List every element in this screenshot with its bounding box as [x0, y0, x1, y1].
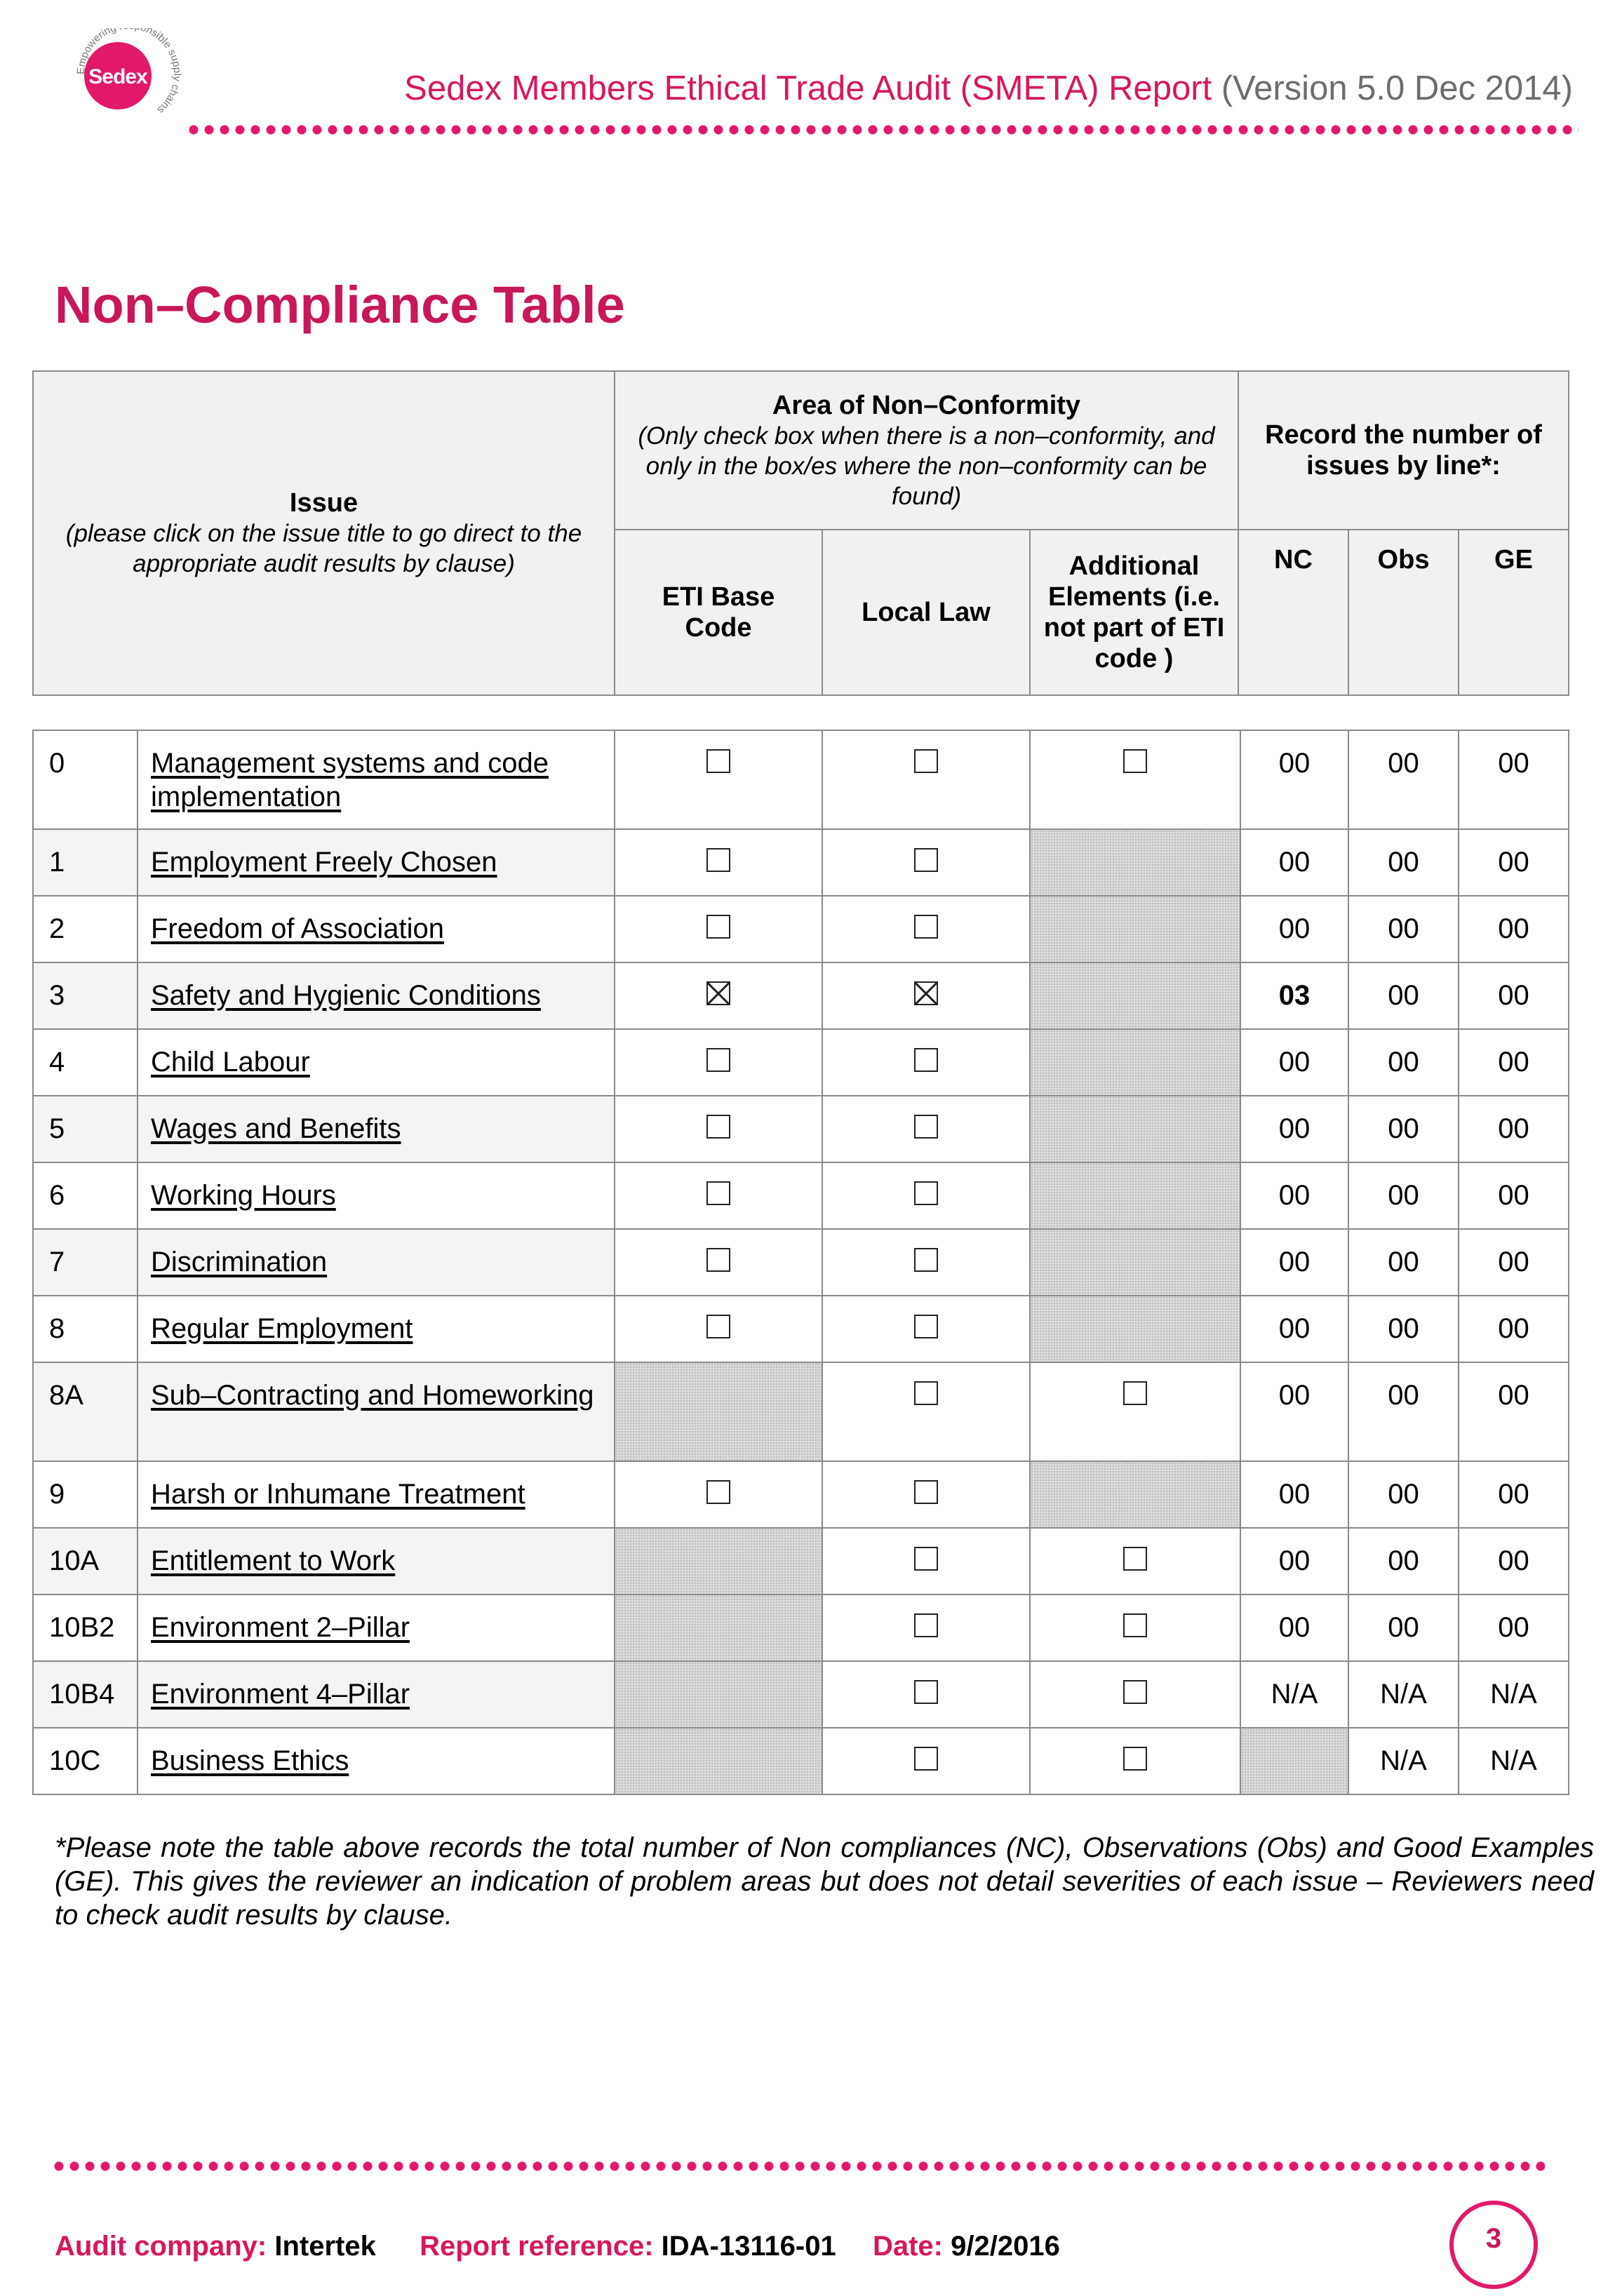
- add-not-applicable-cell: [1030, 1296, 1240, 1362]
- obs-count: N/A: [1348, 1661, 1459, 1728]
- checked-box[interactable]: [706, 981, 730, 1005]
- checkbox[interactable]: [706, 749, 730, 773]
- issue-cell: [138, 1528, 615, 1595]
- table-footnote: *Please note the table above records the total number of Non compliances (NC), Observations (Obs) and Good Examples (GE). This gives the reviewer an indication of problem areas but does not detail severities of each issue – Reviewers need to check audit results by clause.: [55, 1832, 1594, 1931]
- obs-header: Obs: [1348, 530, 1459, 695]
- additional-elements-header: Additional Elements (i.e. not part of ETI code ): [1030, 530, 1238, 695]
- table-row: [33, 1296, 1569, 1362]
- local-law-header: Local Law: [822, 530, 1030, 695]
- eti-checkbox-cell: [615, 1296, 822, 1362]
- issue-link[interactable]: Employment Freely Chosen: [151, 847, 497, 878]
- report-reference-value: IDA-13116-01: [661, 2231, 836, 2262]
- nc-count: 00: [1240, 1461, 1348, 1528]
- checkbox[interactable]: [914, 1048, 938, 1072]
- nc-count: 00: [1240, 829, 1348, 896]
- law-checkbox-cell: [822, 896, 1030, 962]
- obs-count: 00: [1348, 1528, 1459, 1595]
- sedex-logo: [74, 28, 194, 119]
- add-checkbox-cell: [1030, 1595, 1240, 1661]
- obs-count: 00: [1348, 1461, 1459, 1528]
- law-checkbox-cell: [822, 829, 1030, 896]
- audit-company-value: Intertek: [274, 2231, 376, 2262]
- obs-count: 00: [1348, 829, 1459, 896]
- nc-count: 00: [1240, 730, 1348, 829]
- eti-checkbox-cell: [615, 1029, 822, 1096]
- add-checkbox-cell: [1030, 1661, 1240, 1728]
- table-row: [33, 1229, 1569, 1296]
- checkbox[interactable]: [706, 1048, 730, 1072]
- add-not-applicable-cell: [1030, 829, 1240, 896]
- checkbox[interactable]: [706, 915, 730, 939]
- issue-number: 10C: [33, 1728, 138, 1794]
- table-row: [33, 1595, 1569, 1661]
- page-number: 3: [1485, 2223, 1502, 2254]
- issue-link[interactable]: Business Ethics: [151, 1745, 349, 1776]
- report-title: Sedex Members Ethical Trade Audit (SMETA) Report: [404, 69, 1212, 107]
- date-value: 9/2/2016: [951, 2231, 1060, 2262]
- issue-link[interactable]: Sub–Contracting and Homeworking: [151, 1380, 594, 1411]
- eti-not-applicable-cell: [615, 1661, 822, 1728]
- obs-count: N/A: [1348, 1728, 1459, 1794]
- table-row: [33, 730, 1569, 829]
- area-header-note: (Only check box when there is a non–conformity, and only in the box/es where the non–conformity can be found): [638, 422, 1215, 510]
- eti-checkbox-cell: [615, 962, 822, 1029]
- page-title: Non–Compliance Table: [55, 276, 625, 334]
- date-label: Date:: [872, 2231, 943, 2262]
- nc-count: 00: [1240, 1296, 1348, 1362]
- eti-not-applicable-cell: [615, 1362, 822, 1461]
- table-row: [33, 1728, 1569, 1794]
- table-row: [33, 1029, 1569, 1096]
- ge-count: 00: [1459, 962, 1569, 1029]
- issue-link[interactable]: Management systems and code implementation: [151, 748, 549, 812]
- ge-count: 00: [1459, 1528, 1569, 1595]
- issue-cell: [138, 896, 615, 962]
- non-compliance-table-header: [32, 370, 1569, 696]
- table-row: [33, 962, 1569, 1029]
- issue-number: 9: [33, 1461, 138, 1528]
- checkbox[interactable]: [914, 915, 938, 939]
- checkbox[interactable]: [914, 1248, 938, 1272]
- eti-checkbox-cell: [615, 730, 822, 829]
- logo-brand-text: Sedex: [88, 65, 147, 88]
- issue-cell: [138, 1162, 615, 1229]
- issue-cell: [138, 1461, 615, 1528]
- non-compliance-table: [32, 730, 1569, 1795]
- table-row: [33, 896, 1569, 962]
- nc-count: N/A: [1240, 1661, 1348, 1728]
- add-checkbox-cell: [1030, 730, 1240, 829]
- checkbox[interactable]: [1123, 1680, 1147, 1704]
- table-row: [33, 829, 1569, 896]
- footer-info: [55, 2231, 1060, 2262]
- add-not-applicable-cell: [1030, 1096, 1240, 1162]
- law-checkbox-cell: [822, 962, 1030, 1029]
- issue-number: 1: [33, 829, 138, 896]
- checkbox[interactable]: [1123, 1613, 1147, 1637]
- nc-count: 00: [1240, 1229, 1348, 1296]
- obs-count: 00: [1348, 962, 1459, 1029]
- issue-cell: [138, 1661, 615, 1728]
- issue-link[interactable]: Freedom of Association: [151, 913, 444, 944]
- issue-number: 6: [33, 1162, 138, 1229]
- logo-tagline: Empowering nsible supply chains: [74, 28, 184, 116]
- issue-link[interactable]: Entitlement to Work: [151, 1545, 396, 1576]
- checkbox[interactable]: [706, 848, 730, 872]
- checkbox[interactable]: [1123, 1547, 1147, 1571]
- ge-count: 00: [1459, 1029, 1569, 1096]
- law-checkbox-cell: [822, 1461, 1030, 1528]
- nc-header: NC: [1238, 530, 1348, 695]
- ge-count: 00: [1459, 1229, 1569, 1296]
- obs-count: 00: [1348, 1096, 1459, 1162]
- obs-count: 00: [1348, 730, 1459, 829]
- ge-count: 00: [1459, 1595, 1569, 1661]
- law-checkbox-cell: [822, 1362, 1030, 1461]
- issue-header-cell: [33, 371, 615, 695]
- eti-not-applicable-cell: [615, 1595, 822, 1661]
- nc-count: 00: [1240, 1528, 1348, 1595]
- checkbox[interactable]: [914, 1115, 938, 1139]
- checkbox[interactable]: [914, 1680, 938, 1704]
- issue-link[interactable]: Regular Employment: [151, 1313, 413, 1344]
- ge-count: 00: [1459, 1096, 1569, 1162]
- issue-number: 8: [33, 1296, 138, 1362]
- checkbox[interactable]: [914, 848, 938, 872]
- issue-link[interactable]: Child Labour: [151, 1047, 310, 1077]
- law-checkbox-cell: [822, 1096, 1030, 1162]
- sedex-logo-graphic: [74, 28, 194, 119]
- issue-link[interactable]: Harsh or Inhumane Treatment: [151, 1479, 525, 1510]
- nc-count: 03: [1240, 962, 1348, 1029]
- law-checkbox-cell: [822, 730, 1030, 829]
- obs-count: 00: [1348, 1296, 1459, 1362]
- law-checkbox-cell: [822, 1229, 1030, 1296]
- nc-count: 00: [1240, 1362, 1348, 1461]
- issue-cell: [138, 1595, 615, 1661]
- nc-count: 00: [1240, 896, 1348, 962]
- checkbox[interactable]: [1123, 1747, 1147, 1771]
- add-not-applicable-cell: [1030, 896, 1240, 962]
- checkbox[interactable]: [706, 1480, 730, 1504]
- checkbox[interactable]: [914, 1480, 938, 1504]
- ge-count: 00: [1459, 1296, 1569, 1362]
- add-not-applicable-cell: [1030, 1229, 1240, 1296]
- record-header-cell: Record the number of issues by line*:: [1238, 371, 1569, 530]
- report-header-title: [404, 69, 1573, 108]
- header-dotted-divider: [188, 124, 1579, 135]
- footer-dotted-divider: [53, 2161, 1545, 2172]
- report-reference-label: Report reference:: [420, 2231, 654, 2262]
- nc-not-applicable-cell: [1240, 1728, 1348, 1794]
- eti-checkbox-cell: [615, 1096, 822, 1162]
- nc-count: 00: [1240, 1029, 1348, 1096]
- issue-link[interactable]: Safety and Hygienic Conditions: [151, 980, 541, 1011]
- issue-number: 4: [33, 1029, 138, 1096]
- issue-link[interactable]: Working Hours: [151, 1180, 336, 1211]
- nc-count: 00: [1240, 1162, 1348, 1229]
- checkbox[interactable]: [1123, 749, 1147, 773]
- obs-count: 00: [1348, 1162, 1459, 1229]
- issue-link[interactable]: Environment 4–Pillar: [151, 1679, 410, 1710]
- add-not-applicable-cell: [1030, 1461, 1240, 1528]
- ge-header: GE: [1459, 530, 1569, 695]
- eti-checkbox-cell: [615, 1162, 822, 1229]
- issue-number: 7: [33, 1229, 138, 1296]
- issue-cell: [138, 962, 615, 1029]
- table-row: [33, 1096, 1569, 1162]
- obs-count: 00: [1348, 896, 1459, 962]
- add-not-applicable-cell: [1030, 1162, 1240, 1229]
- obs-count: 00: [1348, 1362, 1459, 1461]
- add-checkbox-cell: [1030, 1728, 1240, 1794]
- eti-checkbox-cell: [615, 829, 822, 896]
- ge-count: N/A: [1459, 1661, 1569, 1728]
- issue-cell: [138, 730, 615, 829]
- issue-header-title: Issue: [289, 488, 358, 518]
- checkbox[interactable]: [914, 1181, 938, 1205]
- issue-header-note: (please click on the issue title to go direct to the appropriate audit results by clause): [65, 520, 582, 577]
- eti-checkbox-cell: [615, 1461, 822, 1528]
- area-header-title: Area of Non–Conformity: [772, 390, 1081, 420]
- table-row: [33, 1528, 1569, 1595]
- issue-number: 3: [33, 962, 138, 1029]
- issue-cell: [138, 829, 615, 896]
- ge-count: 00: [1459, 896, 1569, 962]
- issue-cell: [138, 1728, 615, 1794]
- ge-count: 00: [1459, 829, 1569, 896]
- issue-number: 10A: [33, 1528, 138, 1595]
- eti-checkbox-cell: [615, 1229, 822, 1296]
- add-checkbox-cell: [1030, 1362, 1240, 1461]
- law-checkbox-cell: [822, 1528, 1030, 1595]
- ge-count: 00: [1459, 730, 1569, 829]
- issue-number: 8A: [33, 1362, 138, 1461]
- page-number-badge: [1449, 2201, 1538, 2289]
- checkbox[interactable]: [706, 1248, 730, 1272]
- checkbox[interactable]: [914, 1381, 938, 1405]
- issue-number: 10B2: [33, 1595, 138, 1661]
- law-checkbox-cell: [822, 1296, 1030, 1362]
- checkbox[interactable]: [706, 1181, 730, 1205]
- checkbox[interactable]: [914, 1747, 938, 1771]
- area-header-cell: [615, 371, 1238, 530]
- checkbox[interactable]: [706, 1315, 730, 1338]
- table-row: [33, 1362, 1569, 1461]
- issue-cell: [138, 1029, 615, 1096]
- checkbox[interactable]: [914, 1547, 938, 1571]
- obs-count: 00: [1348, 1029, 1459, 1096]
- ge-count: 00: [1459, 1362, 1569, 1461]
- checkbox[interactable]: [914, 1315, 938, 1338]
- law-checkbox-cell: [822, 1162, 1030, 1229]
- issue-cell: [138, 1096, 615, 1162]
- table-row: [33, 1461, 1569, 1528]
- add-not-applicable-cell: [1030, 1029, 1240, 1096]
- nc-count: 00: [1240, 1096, 1348, 1162]
- issue-cell: [138, 1229, 615, 1296]
- table-row: [33, 1162, 1569, 1229]
- checkbox[interactable]: [706, 1115, 730, 1139]
- law-checkbox-cell: [822, 1595, 1030, 1661]
- checkbox[interactable]: [1123, 1381, 1147, 1405]
- checked-box[interactable]: [914, 981, 938, 1005]
- report-version: (Version 5.0 Dec 2014): [1221, 69, 1573, 107]
- audit-company-label: Audit company:: [55, 2231, 267, 2262]
- checkbox[interactable]: [914, 1613, 938, 1637]
- ge-count: 00: [1459, 1461, 1569, 1528]
- issue-number: 5: [33, 1096, 138, 1162]
- issue-link[interactable]: Discrimination: [151, 1247, 328, 1277]
- issue-link[interactable]: Wages and Benefits: [151, 1113, 401, 1144]
- obs-count: 00: [1348, 1595, 1459, 1661]
- issue-cell: [138, 1296, 615, 1362]
- add-not-applicable-cell: [1030, 962, 1240, 1029]
- eti-checkbox-cell: [615, 896, 822, 962]
- obs-count: 00: [1348, 1229, 1459, 1296]
- eti-not-applicable-cell: [615, 1728, 822, 1794]
- issue-number: 0: [33, 730, 138, 829]
- issue-cell: [138, 1362, 615, 1461]
- ge-count: N/A: [1459, 1728, 1569, 1794]
- add-checkbox-cell: [1030, 1528, 1240, 1595]
- law-checkbox-cell: [822, 1029, 1030, 1096]
- eti-base-code-header: ETI Base Code: [615, 530, 822, 695]
- issue-link[interactable]: Environment 2–Pillar: [151, 1612, 410, 1643]
- table-row: [33, 1661, 1569, 1728]
- issue-number: 2: [33, 896, 138, 962]
- ge-count: 00: [1459, 1162, 1569, 1229]
- checkbox[interactable]: [914, 749, 938, 773]
- law-checkbox-cell: [822, 1728, 1030, 1794]
- eti-not-applicable-cell: [615, 1528, 822, 1595]
- issue-number: 10B4: [33, 1661, 138, 1728]
- nc-count: 00: [1240, 1595, 1348, 1661]
- law-checkbox-cell: [822, 1661, 1030, 1728]
